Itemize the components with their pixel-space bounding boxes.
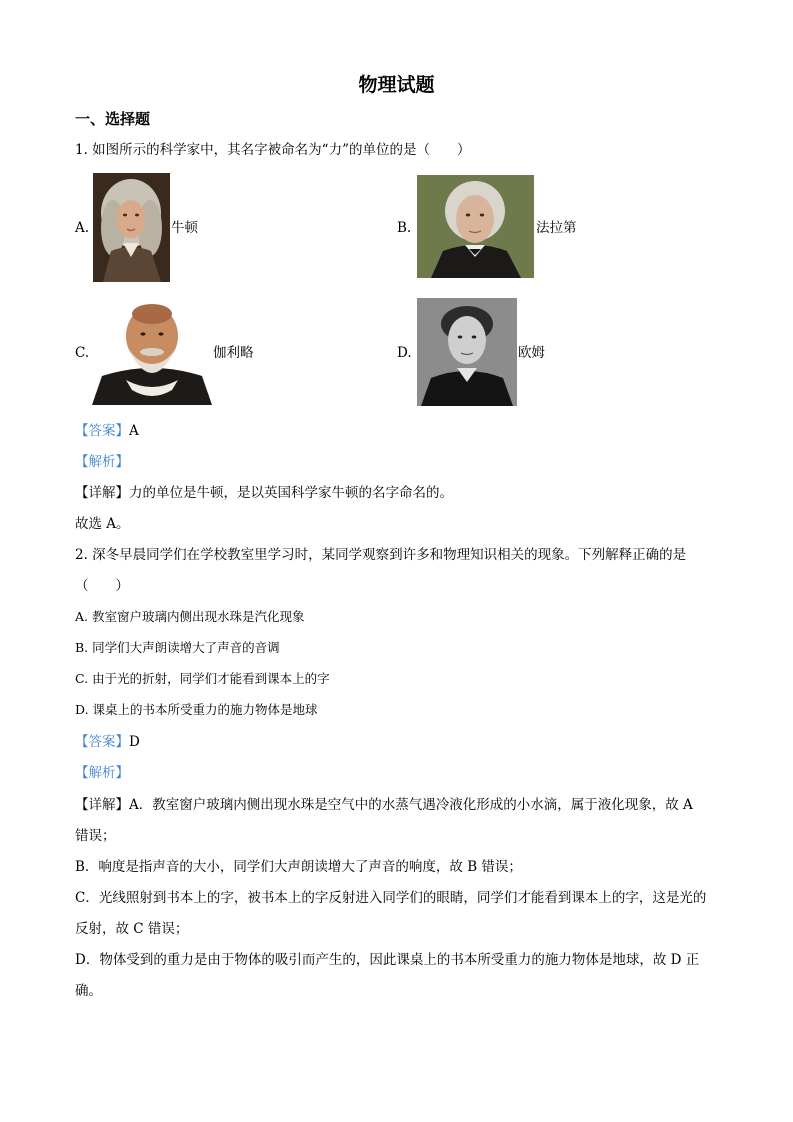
q1-option-a-letter: A. (75, 220, 90, 236)
q1-option-d-letter: D. (397, 345, 412, 361)
q2-option-d: D. 课桌上的书本所受重力的施力物体是地球 (75, 702, 318, 717)
q2-option-b: B. 同学们大声朗读增大了声音的音调 (75, 640, 280, 655)
section-heading: 一、选择题 (75, 110, 151, 128)
q1-option-c-letter: C. (75, 345, 90, 361)
q2-detail-line: 反射，故 C 错误； (75, 921, 189, 937)
answer-tag: 【答案】 (75, 734, 129, 750)
q2-detail-line: C．光线照射到书本上的字，被书本上的字反射进入同学们的眼睛，同学们才能看到课本上的字，这是光的 (75, 890, 707, 906)
q2-answer-line (75, 732, 140, 752)
question-2-stem-line1: 2. 深冬早晨同学们在学校教室里学习时，某同学观察到许多和物理知识相关的现象。下列解释正确的是 (75, 547, 687, 563)
question-2-stem-line2: （ ） (75, 578, 129, 594)
q2-analysis-tag: 【解析】 (75, 765, 129, 781)
galileo-portrait-image (92, 298, 212, 405)
q1-analysis-tag: 【解析】 (75, 454, 129, 470)
q1-option-c-name: 伽利略 (213, 345, 254, 361)
q2-option-c: C. 由于光的折射，同学们才能看到课本上的字 (75, 671, 330, 686)
q1-answer-line (75, 421, 139, 441)
q2-detail-line: D．物体受到的重力是由于物体的吸引而产生的，因此课桌上的书本所受重力的施力物体是地球，故 D 正 (75, 952, 700, 968)
answer-value: A (129, 423, 139, 439)
ohm-portrait-image (417, 298, 517, 406)
q1-option-b-letter: B. (397, 220, 412, 236)
answer-value: D (129, 734, 140, 750)
q1-conclusion: 故选 A。 (75, 516, 130, 532)
q2-detail-line: 错误； (75, 828, 116, 844)
q2-detail-line: 【详解】A．教室窗户玻璃内侧出现水珠是空气中的水蒸气遇冷液化形成的小水滴，属于液化现象，故 A (75, 797, 693, 813)
question-1-stem: 1. 如图所示的科学家中，其名字被命名为“力”的单位的是（ ） (75, 142, 471, 158)
q1-detail: 【详解】力的单位是牛顿，是以英国科学家牛顿的名字命名的。 (75, 485, 453, 501)
q1-option-d-name: 欧姆 (518, 345, 545, 361)
q2-detail-line: B．响度是指声音的大小，同学们大声朗读增大了声音的响度，故 B 错误； (75, 859, 522, 875)
q2-detail-line: 确。 (75, 983, 102, 999)
q1-option-b-name: 法拉第 (536, 220, 577, 236)
q1-option-a-name: 牛顿 (171, 220, 198, 236)
newton-portrait-image (93, 173, 170, 282)
q2-option-a: A. 教室窗户玻璃内侧出现水珠是汽化现象 (75, 609, 305, 624)
document-title: 物理试题 (358, 74, 435, 96)
faraday-portrait-image (417, 175, 534, 278)
answer-tag: 【答案】 (75, 423, 129, 439)
